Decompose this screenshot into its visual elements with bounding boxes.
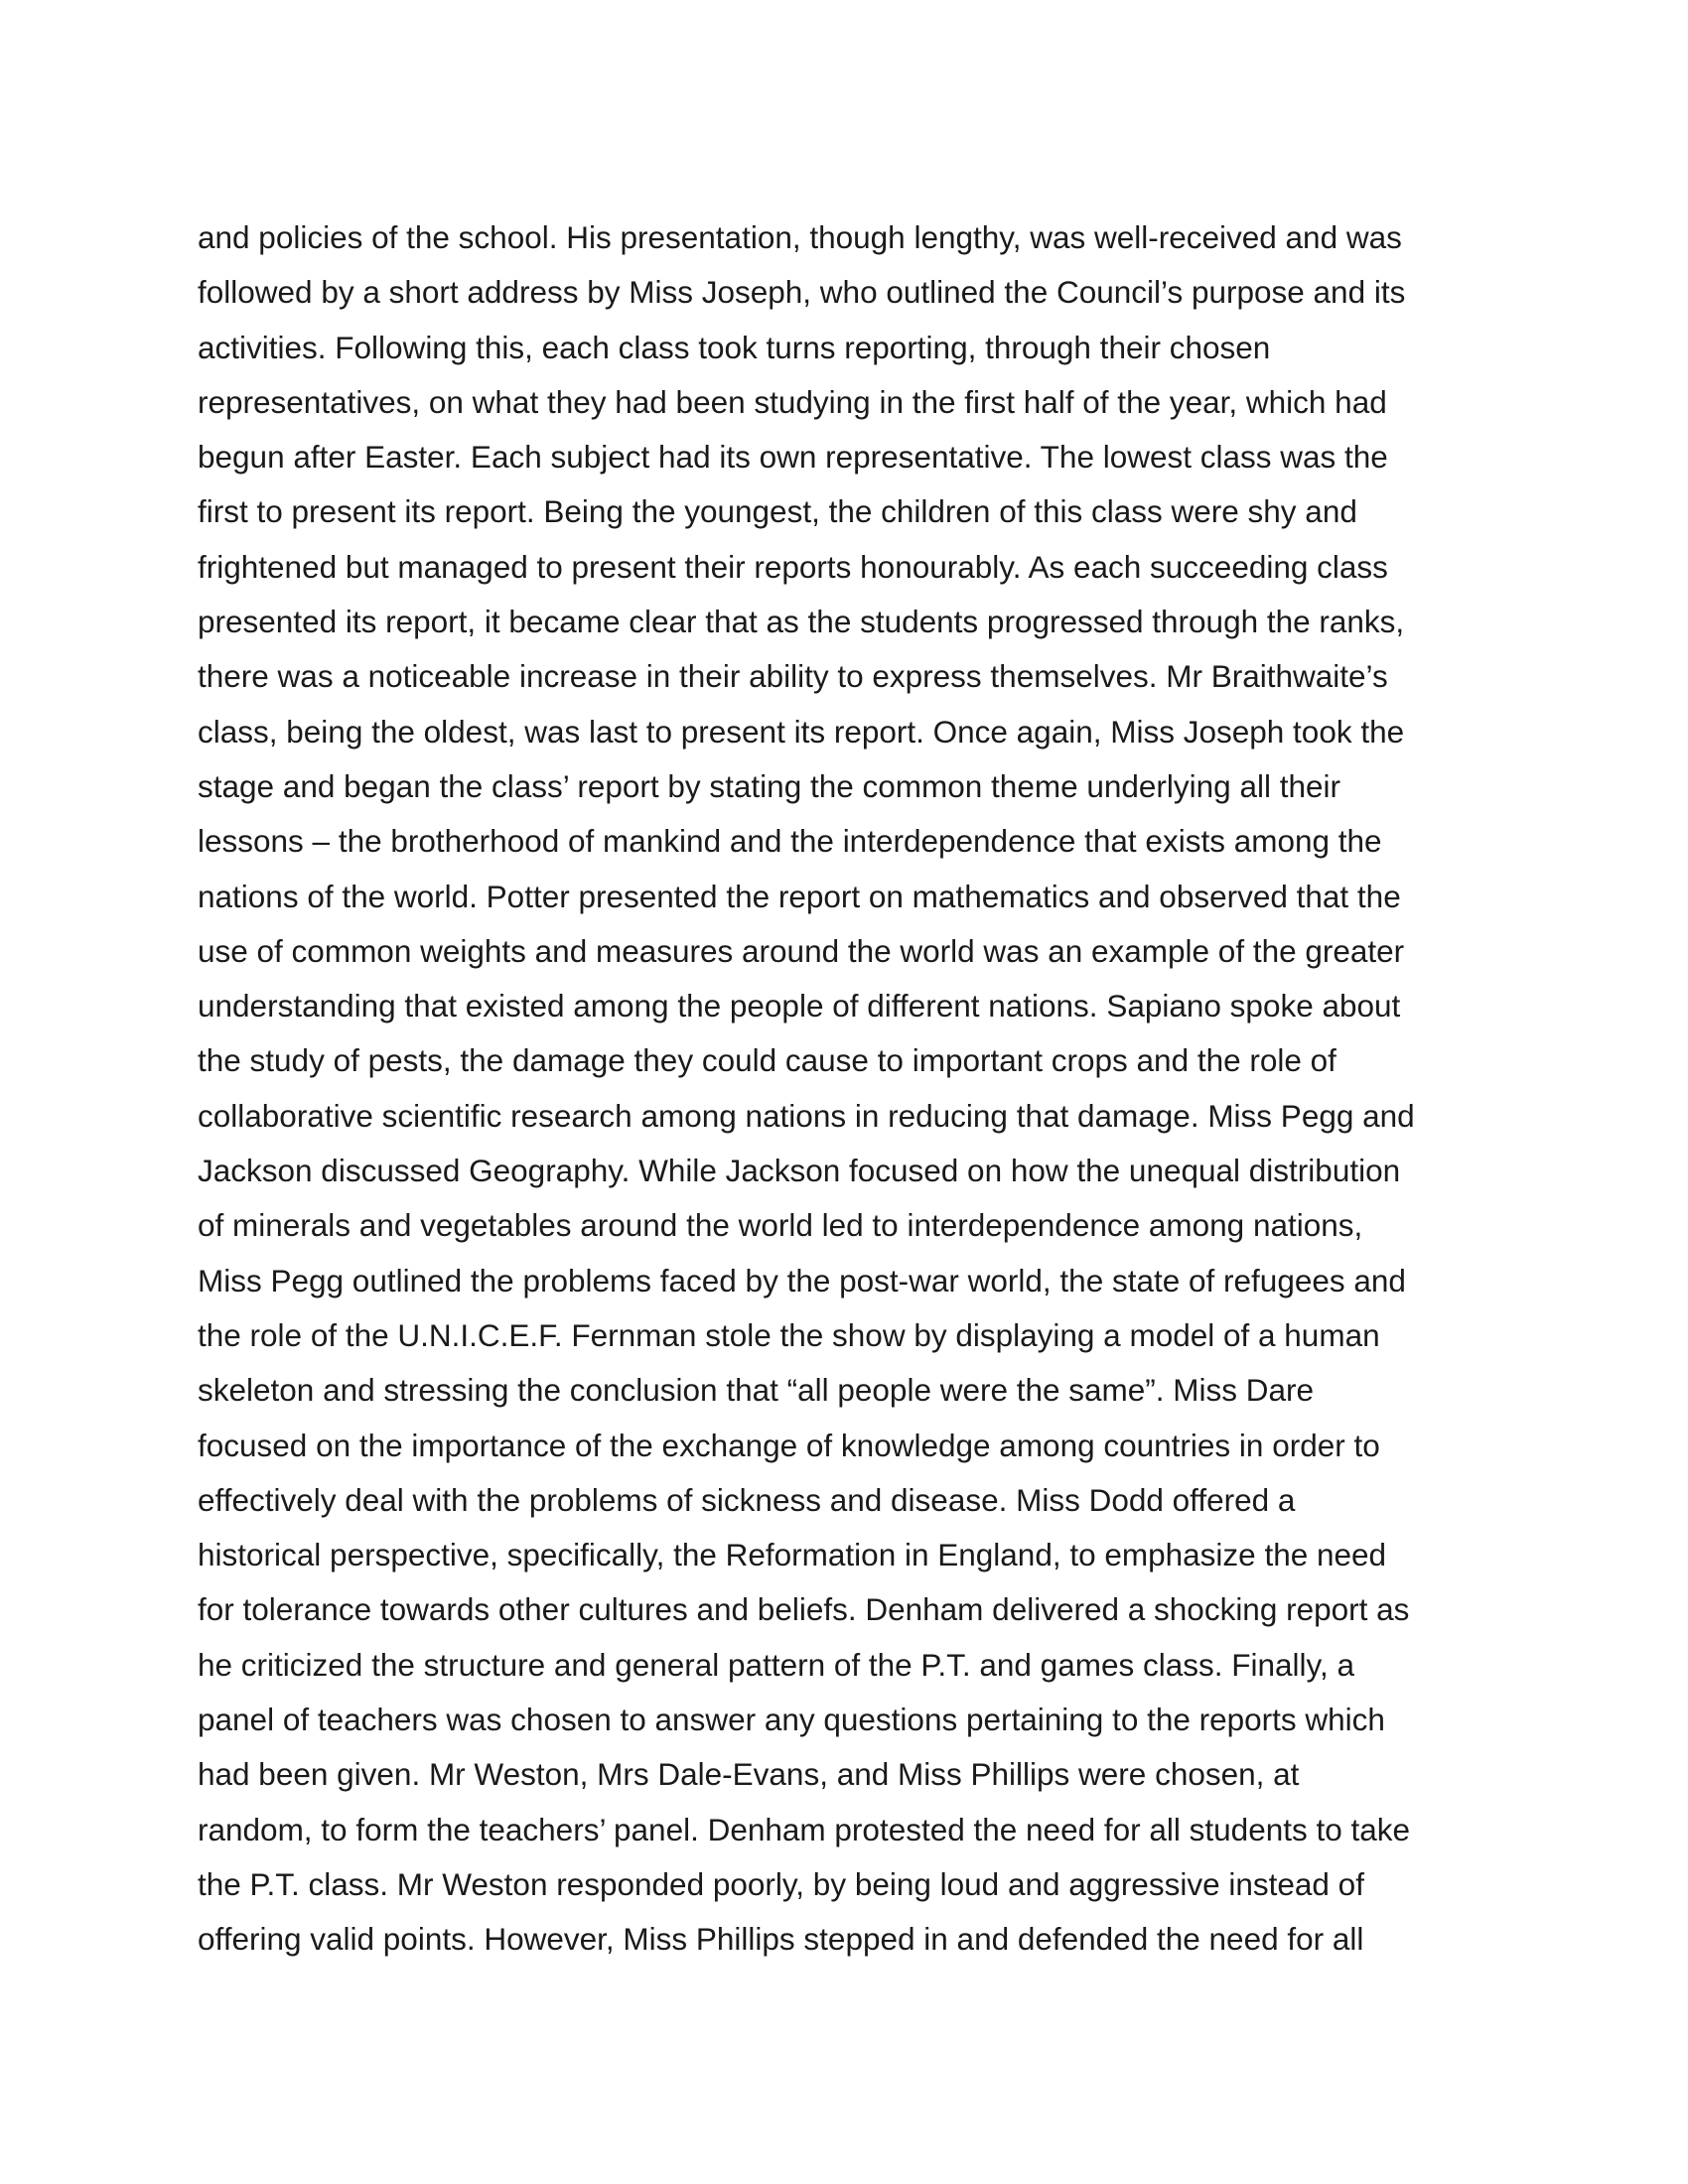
text-line: historical perspective, specifically, the Reformation in England, to emphasize the need: [198, 1537, 1387, 1573]
text-line: Miss Pegg outlined the problems faced by the post-war world, the state of refugees and: [198, 1262, 1406, 1298]
text-line: the study of pests, the damage they could cause to important crops and the role of: [198, 1042, 1336, 1079]
text-line: skeleton and stressing the conclusion that “all people were the same”. Miss Dare: [198, 1372, 1315, 1409]
text-line: offering valid points. However, Miss Phillips stepped in and defended the need for all: [198, 1921, 1364, 1958]
text-line: presented its report, it became clear that as the students progressed through the ranks,: [198, 604, 1405, 640]
text-line: he criticized the structure and general pattern of the P.T. and games class. Finally, a: [198, 1646, 1354, 1683]
text-line: activities. Following this, each class took turns reporting, through their chosen: [198, 329, 1271, 365]
text-line: of minerals and vegetables around the world led to interdependence among nations,: [198, 1207, 1363, 1244]
text-line: random, to form the teachers’ panel. Denham protested the need for all students to take: [198, 1811, 1411, 1847]
text-line: first to present its report. Being the youngest, the children of this class were shy and: [198, 493, 1357, 530]
text-line: and policies of the school. His presentation, though lengthy, was well-received and was: [198, 219, 1402, 255]
text-line: stage and began the class’ report by stating the common theme underlying all their: [198, 767, 1340, 804]
text-line: effectively deal with the problems of sickness and disease. Miss Dodd offered a: [198, 1481, 1296, 1518]
text-line: use of common weights and measures around the world was an example of the greater: [198, 932, 1405, 969]
body-paragraph: [198, 210, 1498, 1968]
text-line: begun after Easter. Each subject had its own representative. The lowest class was the: [198, 439, 1388, 476]
text-line: Jackson discussed Geography. While Jackson focused on how the unequal distribution: [198, 1153, 1401, 1189]
text-line: frightened but managed to present their reports honourably. As each succeeding class: [198, 548, 1388, 585]
text-line: panel of teachers was chosen to answer any questions pertaining to the reports which: [198, 1702, 1385, 1738]
text-line: the P.T. class. Mr Weston responded poorly, by being loud and aggressive instead of: [198, 1865, 1364, 1902]
text-line: collaborative scientific research among nations in reducing that damage. Miss Pegg and: [198, 1097, 1415, 1134]
text-line: class, being the oldest, was last to present its report. Once again, Miss Joseph took the: [198, 713, 1405, 750]
text-line: nations of the world. Potter presented the report on mathematics and observed that the: [198, 878, 1401, 914]
text-line: followed by a short address by Miss Joseph, who outlined the Council’s purpose and its: [198, 274, 1406, 311]
text-line: focused on the importance of the exchange of knowledge among countries in order to: [198, 1427, 1380, 1463]
text-line: had been given. Mr Weston, Mrs Dale-Evans, and Miss Phillips were chosen, at: [198, 1756, 1300, 1793]
text-line: the role of the U.N.I.C.E.F. Fernman stole the show by displaying a model of a human: [198, 1316, 1380, 1353]
text-line: understanding that existed among the people of different nations. Sapiano spoke about: [198, 988, 1401, 1024]
text-line: for tolerance towards other cultures and beliefs. Denham delivered a shocking report as: [198, 1591, 1410, 1628]
text-line: representatives, on what they had been studying in the first half of the year, which had: [198, 383, 1387, 420]
text-line: lessons – the brotherhood of mankind and the interdependence that exists among the: [198, 823, 1382, 860]
text-line: there was a noticeable increase in their ability to express themselves. Mr Braithwaite’s: [198, 658, 1388, 695]
